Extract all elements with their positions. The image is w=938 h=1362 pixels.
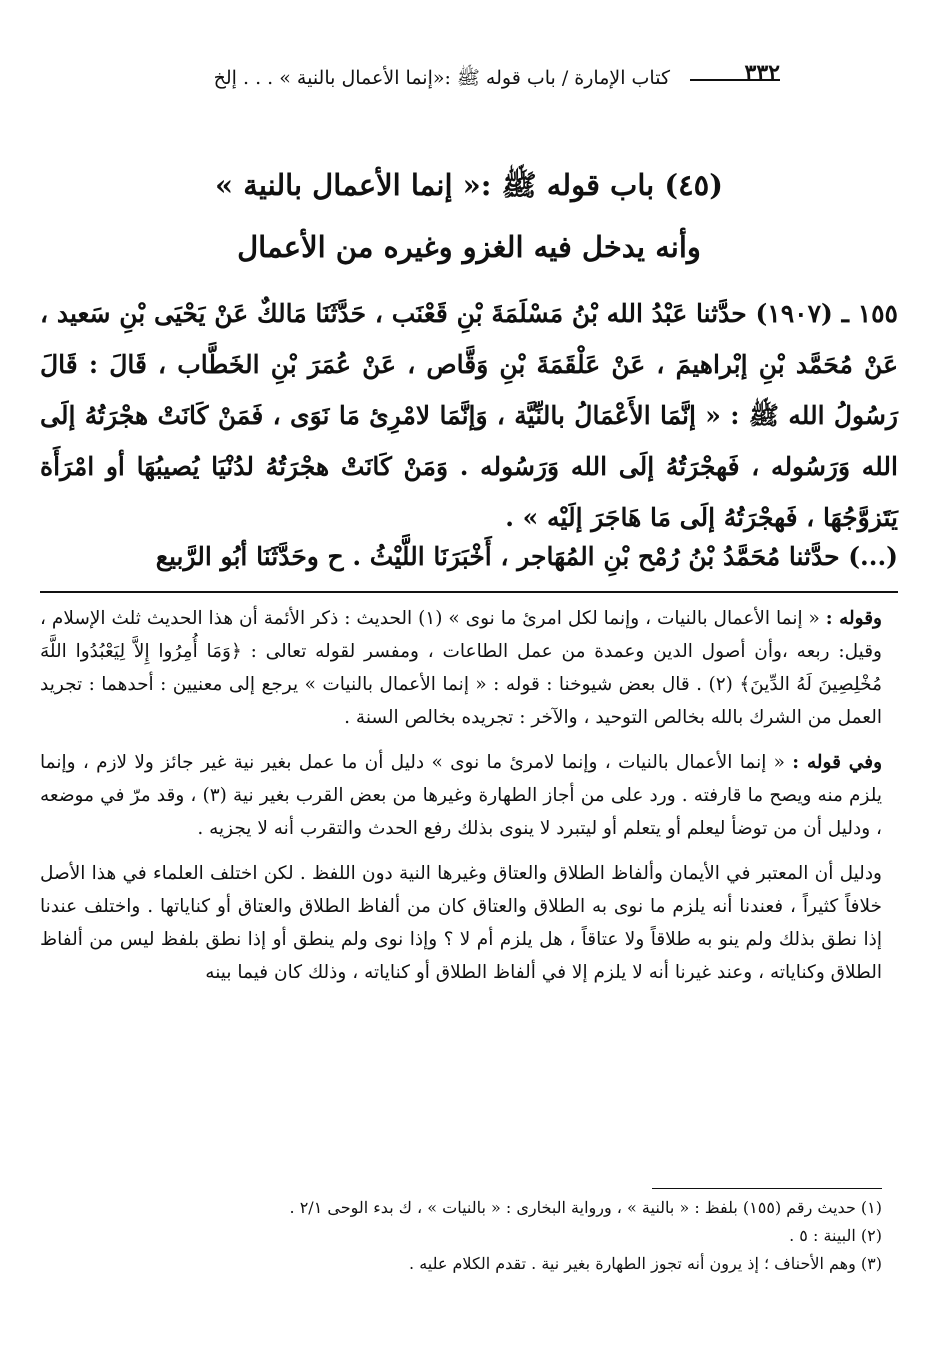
commentary-text: ودليل أن المعتبر في الأيمان وألفاظ الطلاق والعتاق وغيرها النية دون اللفظ . لكن اختلف العلماء في هذا الأصل خلافاً كثيراً ، فعندنا أنه يلزم ما نوى به الطلاق والعتاق كان من ألفاظ الطلاق والعتاق أو كناياتها . واختلف عندنا إذا نطق بذلك ولم ينو به طلاقاً ولا عتاقاً ، هل يلزم أم لا ؟ وإذا نوى ولم ينطق أو إذا نطق بلفظ ليس من ألفاظ الطلاق وكناياته ، وعند غيرنا أنه لا يلزم إلا في ألفاظ الطلاق أو كناياته ، وذلك كان فيما بينه (40, 863, 882, 983)
commentary-paragraph (40, 602, 882, 734)
hadith-text-block (40, 288, 898, 543)
footnote: (٣) وهم الأحناف ؛ إذ يرون أنه تجوز الطهارة بغير نية . تقدم الكلام عليه . (409, 1254, 882, 1273)
commentary (40, 602, 882, 1001)
commentary-text: « إنما الأعمال بالنيات ، وإنما لامرئ ما نوى » دليل أن ما عمل بغير نية غير جائز ولا لازم ، وإنما يلزم منه ويصح ما قارفته . ورد على من أجاز الطهارة وغيرها من بعض القرب بغير نية (٣) ، وقد مرّ في موضعه ، ودليل أن من توضأ ليعلم أو يتعلم أو ليتبرد لا ينوى بذلك رفع الحدث والتقرب أنه لا يجزيه . (40, 752, 882, 839)
chapter-subheading: وأنه يدخل فيه الغزو وغيره من الأعمال (237, 230, 701, 264)
page-number: ٣٣٢ (744, 60, 780, 86)
commentary-paragraph (40, 746, 882, 845)
chapter-heading: (٤٥) باب قوله ﷺ :« إنما الأعمال بالنية » (215, 168, 723, 202)
running-header-title: كتاب الإمارة / باب قوله ﷺ :«إنما الأعمال بالنية » . . . إلخ (213, 67, 670, 89)
commentary-paragraph (40, 857, 882, 989)
header-rule (690, 79, 780, 81)
running-header (36, 62, 788, 98)
commentary-lead: وفي قوله : (792, 752, 883, 773)
footnote-rule (652, 1188, 882, 1189)
footnote: (٢) البينة : ٥ . (789, 1226, 882, 1245)
hadith-text: ١٥٥ ـ (١٩٠٧) حدَّثنا عَبْدُ الله بْنُ مَسْلَمَةَ بْنِ قَعْنَب ، حَدَّثَنَا مَالكٌ عَنْ يَحْيَى بْنِ سَعيد ، عَنْ مُحَمَّد بْنِ إبْراهيمَ ، عَنْ عَلْقَمَةَ بْنِ وَقَّاص ، عَنْ عُمَرَ بْنِ الخَطَّاب ، قَالَ : قَالَ رَسُولُ الله ﷺ : « إنَّمَا الأَعْمَالُ بالنِّيَّة ، وَإنَّمَا لامْرِئ مَا نَوَى ، فَمَنْ كَانَتْ هجْرَتُهُ إلَى الله وَرَسُوله ، فَهجْرَتُهُ إلَى الله وَرَسُوله . وَمَنْ كَانَتْ هجْرَتُهُ لدُنْيَا يُصيبُهَا أو امْرَأَة يَتَزوَّجُهَا ، فَهجْرَتُهُ إلَى مَا هَاجَرَ إلَيْه » . (40, 299, 898, 532)
footnotes (40, 1194, 882, 1278)
commentary-text: « إنما الأعمال بالنيات ، وإنما لكل امرئ ما نوى » (١) الحديث : ذكر الأئمة أن هذا الحديث ثلث الإسلام ، وقيل: ربعه ،وأن أصول الدين وعمدة من عمل الطاعات ، ومفسر لقوله تعالى : ﴿وَمَا أُمِرُوا إِلاَّ لِيَعْبُدُوا اللَّهَ مُخْلِصِينَ لَهُ الدِّينَ﴾ (٢) . قال بعض شيوخنا : قوله : « إنما الأعمال بالنيات » يرجع إلى معنيين : أحدهما : تجريد العمل من الشرك بالله بخالص التوحيد ، والآخر : تجريده بخالص السنة . (40, 608, 882, 728)
footnote: (١) حديث رقم (١٥٥) بلفظ : « بالنية » ، ورواية البخارى : « بالنيات » ، ك بدء الوحى ٢/١ . (289, 1198, 882, 1217)
isnad-line: (...) حدَّثنا مُحَمَّدُ بْنُ رُمْح بْنِ المُهَاجر ، أَخْبَرَنَا اللَّيْثُ . ح وحَدَّثَنَا أبُو الرَّبيع (155, 542, 898, 571)
section-divider (40, 591, 898, 593)
commentary-lead: وقوله : (825, 608, 882, 629)
